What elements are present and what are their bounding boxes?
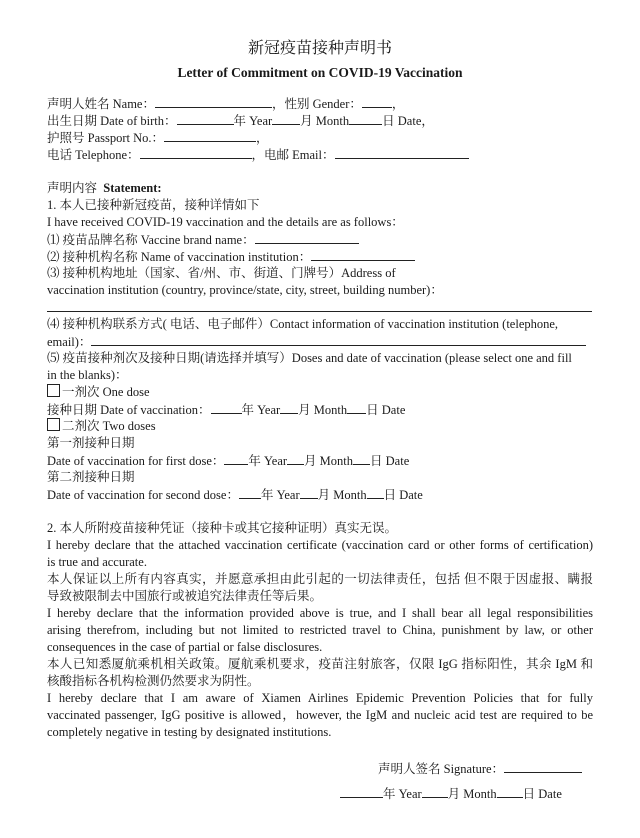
first-year-field[interactable] — [224, 452, 248, 465]
second-dose-row — [47, 486, 423, 504]
item1-cn: 1. 本人已接种新冠疫苗，接种详情如下 — [47, 198, 260, 212]
decl2-en-1: I hereby declare that the attached vaccination certificate (vaccination card or other forms of certification) — [47, 538, 593, 552]
second-month-label: 月 Month — [317, 488, 367, 502]
decl4-en-1: I hereby declare that I am aware of Xiamen Airlines Epidemic Prevention Policies that for fully — [47, 691, 593, 705]
institution-field[interactable] — [311, 248, 415, 261]
dob-month-field[interactable] — [272, 112, 300, 125]
two-doses-option[interactable] — [47, 418, 156, 435]
decl2-cn: 2. 本人所附疫苗接种凭证（接种卡或其它接种证明）真实无误。 — [47, 521, 398, 535]
decl3-en-1: I hereby declare that the information provided above is true, and I shall bear all legal responsibilities — [47, 606, 593, 620]
dob-label: 出生日期 Date of birth： — [47, 114, 177, 128]
second-year-field[interactable] — [239, 486, 261, 499]
dob-row — [47, 112, 434, 130]
signature-row — [378, 760, 582, 778]
one-dose-option[interactable] — [47, 384, 150, 401]
second-day-label: 日 Date — [383, 488, 423, 502]
one-dose-checkbox[interactable] — [47, 384, 60, 397]
single-year-label: 年 Year — [241, 403, 281, 417]
sign-month-field[interactable] — [422, 785, 448, 798]
first-month-label: 月 Month — [304, 454, 354, 468]
single-day-field[interactable] — [347, 401, 366, 414]
phone-field[interactable] — [140, 146, 252, 159]
gender-label: ，性别 Gender： — [271, 97, 362, 111]
decl4-en-3: completely negative in testing by designated institutions. — [47, 725, 332, 739]
address-label-1: ⑶ 接种机构地址（国家、省/州、市、街道、门牌号）Address of — [47, 266, 396, 280]
passport-row: 护照号 Passport No.： ， — [47, 131, 269, 145]
institution-label: ⑵ 接种机构名称 Name of vaccination institution： — [47, 250, 312, 264]
passport-label: 护照号 Passport No.： — [47, 131, 165, 145]
name-field[interactable] — [155, 95, 272, 108]
name-label: 声明人姓名 Name： — [47, 97, 155, 111]
institution-row — [47, 248, 415, 266]
single-vac-date-label: 接种日期 Date of vaccination： — [47, 403, 211, 417]
name-row: 声明人姓名 Name： ，性别 Gender： ， — [47, 97, 405, 111]
brand-row — [47, 231, 359, 249]
decl2-en-2: is true and accurate. — [47, 555, 147, 569]
signature-field[interactable] — [504, 760, 582, 773]
second-month-field[interactable] — [300, 486, 318, 499]
item1-en: I have received COVID-19 vaccination and the details are as follows： — [47, 215, 404, 229]
first-month-field[interactable] — [287, 452, 304, 465]
sign-year-field[interactable] — [340, 785, 383, 798]
first-dose-label: Date of vaccination for first dose： — [47, 454, 225, 468]
first-year-label: 年 Year — [248, 454, 288, 468]
email-field[interactable] — [335, 146, 469, 159]
sign-year-label: 年 Year — [383, 787, 422, 801]
sign-day-label: 日 Date — [522, 787, 562, 801]
first-dose-row — [47, 452, 409, 470]
address-field[interactable] — [47, 311, 592, 312]
contact-label-2: email)： — [47, 335, 92, 349]
sign-month-label: 月 Month — [447, 787, 497, 801]
first-day-label: 日 Date — [370, 454, 410, 468]
contact-field[interactable] — [91, 333, 586, 346]
brand-label: ⑴ 疫苗品牌名称 Vaccine brand name： — [47, 233, 255, 247]
dob-year-field[interactable] — [177, 112, 234, 125]
two-doses-checkbox[interactable] — [47, 418, 60, 431]
one-dose-label: 一剂次 One dose — [62, 385, 150, 399]
signature-date-row — [340, 785, 562, 803]
dob-day-field[interactable] — [349, 112, 382, 125]
decl3-en-2: arising therefrom, including but not limited to restricted travel to China, punishment by law, or other — [47, 623, 593, 637]
decl3-cn-1: 本人保证以上所有内容真实，并愿意承担由此引起的一切法律责任，包括 但不限于因虚报、瞒报 — [47, 572, 593, 586]
decl4-en-2: vaccinated passenger, IgG positive is allowed，however, the IgM and nucleic acid test are required to be — [47, 708, 593, 722]
passport-field[interactable] — [164, 129, 256, 142]
title-english: Letter of Commitment on COVID-19 Vaccination — [177, 65, 463, 80]
statement-heading — [47, 180, 162, 197]
two-doses-label: 二剂次 Two doses — [62, 419, 156, 433]
signature-label: 声明人签名 Signature： — [378, 762, 505, 776]
decl4-cn-2: 核酸指标各机构检测仍然要求为阴性。 — [47, 674, 260, 688]
statement-heading-en: Statement: — [103, 181, 162, 195]
decl3-cn-2: 导致被限制去中国旅行或被追究法律责任等后果。 — [47, 589, 323, 603]
dob-day-label: 日 Date， — [382, 114, 434, 128]
address-label-2: vaccination institution (country, province/state, city, street, building number)： — [47, 283, 443, 297]
single-vac-date-row — [47, 401, 405, 419]
dob-month-label: 月 Month — [300, 114, 350, 128]
second-day-field[interactable] — [367, 486, 384, 499]
first-dose-cn: 第一剂接种日期 — [47, 436, 135, 450]
contact-label-1: ⑷ 接种机构联系方式( 电话、电子邮件）Contact information of vaccination institution (telephone, — [47, 317, 559, 331]
single-year-field[interactable] — [211, 401, 242, 414]
decl4-cn-1: 本人已知悉厦航乘机相关政策。厦航乘机要求，疫苗注射旅客，仅限 IgG 指标阳性，其余 IgM 和 — [47, 657, 593, 671]
second-dose-cn: 第二剂接种日期 — [47, 470, 135, 484]
single-day-label: 日 Date — [366, 403, 406, 417]
dob-year-label: 年 Year — [233, 114, 273, 128]
doses-label-2: in the blanks)： — [47, 368, 128, 382]
contact-row — [47, 146, 469, 164]
first-day-field[interactable] — [353, 452, 370, 465]
gender-field[interactable] — [362, 95, 392, 108]
second-dose-label: Date of vaccination for second dose： — [47, 488, 239, 502]
email-label: ，电邮 Email： — [251, 148, 335, 162]
second-year-label: 年 Year — [260, 488, 300, 502]
decl3-en-3: consequences in the case of partial or false disclosures. — [47, 640, 323, 654]
sign-day-field[interactable] — [497, 785, 523, 798]
title-chinese: 新冠疫苗接种声明书 — [247, 40, 392, 57]
contact-label-2-row — [47, 333, 586, 351]
doses-label-1: ⑸ 疫苗接种剂次及接种日期(请选择并填写）Doses and date of vaccination (please select one and fill — [47, 351, 572, 365]
statement-heading-cn: 声明内容 — [47, 181, 98, 195]
single-month-label: 月 Month — [298, 403, 348, 417]
brand-field[interactable] — [255, 231, 359, 244]
phone-label: 电话 Telephone： — [47, 148, 140, 162]
single-month-field[interactable] — [280, 401, 298, 414]
